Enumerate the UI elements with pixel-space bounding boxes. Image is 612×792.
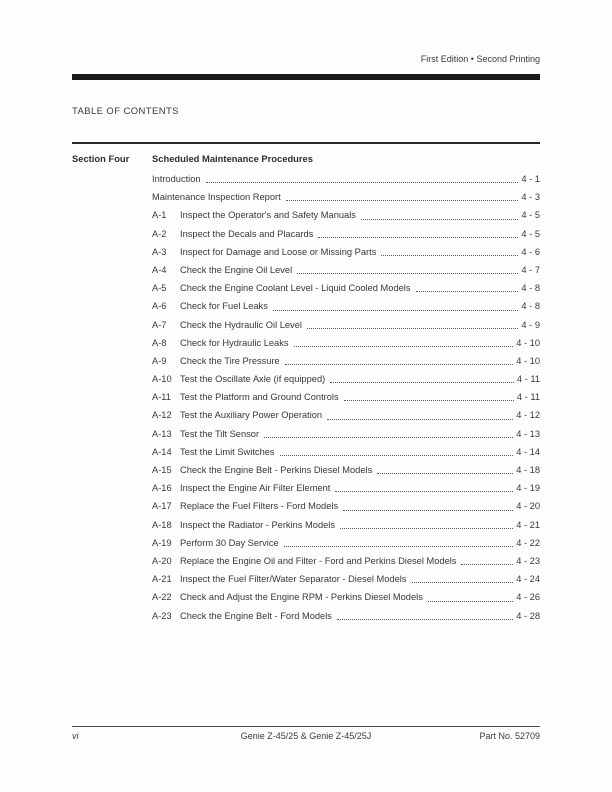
toc-entry-code: A-17	[152, 501, 172, 512]
dot-leader	[337, 607, 513, 625]
dot-leader	[273, 297, 519, 315]
toc-entry	[152, 607, 540, 625]
toc-entry	[152, 497, 540, 515]
toc-entry-code: A-23	[152, 610, 172, 621]
toc-entry-code: A-22	[152, 592, 172, 603]
toc-entry-page: 4 - 8	[521, 301, 540, 312]
toc-entry-title: Check for Fuel Leaks	[180, 301, 268, 312]
header-rule-bar	[72, 74, 540, 80]
toc-entry	[152, 570, 540, 588]
toc-entry-code: A-19	[152, 537, 172, 548]
toc-entry	[152, 206, 540, 224]
toc-entry-code: A-9	[152, 355, 167, 366]
toc-entry-page: 4 - 18	[516, 465, 540, 475]
toc-entry-code: A-8	[152, 337, 167, 348]
toc-entry-page: 4 - 10	[516, 337, 540, 348]
toc-entry-page: 4 - 28	[516, 610, 540, 621]
toc-entry-page: 4 - 21	[516, 519, 540, 530]
toc-entry-title: Check the Engine Belt - Ford Models	[180, 610, 332, 621]
toc-entry-page: 4 - 19	[516, 483, 540, 494]
toc-entry	[152, 279, 540, 297]
toc-entry-page: 4 - 5	[521, 210, 540, 221]
toc-entry	[152, 479, 540, 497]
toc-entry-title: Inspect the Engine Air Filter Element	[180, 483, 331, 494]
toc-entry-code: A-7	[152, 319, 167, 330]
toc-list	[152, 170, 540, 625]
dot-leader	[327, 406, 513, 424]
toc-entry-page: 4 - 11	[516, 392, 540, 403]
toc-entry-code: A-20	[152, 555, 172, 566]
toc-entry-title: Inspect the Operator's and Safety Manuals	[180, 210, 356, 221]
dot-leader	[206, 170, 519, 188]
toc-entry-title: Introduction	[152, 174, 201, 184]
toc-entry-code: A-2	[152, 228, 167, 239]
toc-entry-page: 4 - 3	[521, 192, 540, 203]
toc-entry-title: Test the Oscillate Axle (if equipped)	[180, 374, 326, 385]
toc-entry	[152, 370, 540, 388]
toc-entry	[152, 170, 540, 188]
toc-entry-title: Inspect the Fuel Filter/Water Separator - Diesel Models	[180, 574, 407, 585]
section-title: Scheduled Maintenance Procedures	[152, 153, 313, 164]
toc-entry-page: 4 - 10	[516, 355, 540, 366]
toc-entry-code: A-1	[152, 210, 167, 221]
toc-entry-page: 4 - 6	[521, 246, 540, 257]
toc-entry-code: A-12	[152, 410, 172, 421]
dot-leader	[307, 316, 518, 334]
toc-entry	[152, 188, 540, 206]
toc-entry-code: A-16	[152, 483, 172, 494]
dot-leader	[280, 443, 514, 461]
toc-entry-page: 4 - 20	[516, 501, 540, 512]
section-label: Section Four	[72, 153, 130, 164]
dot-leader	[297, 261, 518, 279]
toc-entry-code: A-3	[152, 246, 167, 257]
toc-entry-code: A-6	[152, 301, 167, 312]
footer-model-name: Genie Z-45/25 & Genie Z-45/25J	[240, 731, 372, 741]
toc-block	[72, 142, 540, 625]
toc-entry-code: A-21	[152, 574, 172, 585]
dot-leader	[344, 388, 514, 406]
toc-entry	[152, 552, 540, 570]
toc-entry	[152, 425, 540, 443]
toc-entry	[152, 261, 540, 279]
toc-entry-title: Inspect the Decals and Placards	[180, 228, 314, 239]
toc-entry-title: Maintenance Inspection Report	[152, 192, 281, 203]
dot-leader	[416, 279, 519, 297]
toc-entry-title: Check the Hydraulic Oil Level	[180, 319, 302, 330]
toc-entry-page: 4 - 14	[516, 446, 540, 457]
dot-leader	[286, 188, 519, 206]
toc-entry	[152, 297, 540, 315]
dot-leader	[318, 225, 518, 243]
toc-entry	[152, 243, 540, 261]
toc-entry-page: 4 - 23	[516, 555, 540, 566]
toc-entry-title: Replace the Fuel Filters - Ford Models	[180, 501, 339, 512]
toc-entry-code: A-13	[152, 428, 172, 439]
toc-entry-title: Test the Tilt Sensor	[180, 428, 260, 439]
toc-entry	[152, 406, 540, 424]
section-heading	[72, 152, 540, 166]
footer	[72, 731, 540, 745]
toc-entry-title: Inspect for Damage and Loose or Missing Parts	[180, 246, 377, 257]
toc-entry-page: 4 - 13	[516, 428, 540, 439]
toc-entry-title: Inspect the Radiator - Perkins Models	[180, 519, 336, 530]
toc-entry-page: 4 - 7	[521, 264, 540, 275]
footer-rule	[72, 726, 540, 727]
toc-entry-code: A-5	[152, 283, 167, 294]
toc-entry	[152, 352, 540, 370]
toc-entry-page: 4 - 8	[521, 283, 540, 294]
toc-entry-title: Check the Tire Pressure	[180, 355, 280, 366]
toc-entry-page: 4 - 12	[516, 410, 540, 421]
toc-entry-page: 4 - 24	[516, 574, 540, 585]
toc-entry-code: A-11	[152, 392, 171, 403]
toc-entry-title: Check the Engine Coolant Level - Liquid Cooled Models	[180, 283, 411, 294]
dot-leader	[461, 552, 513, 570]
toc-entry-page: 4 - 11	[516, 374, 540, 385]
toc-entry	[152, 588, 540, 606]
footer-part-number: Part No. 52709	[479, 731, 540, 741]
page-title: TABLE OF CONTENTS	[72, 106, 179, 117]
toc-entry-page: 4 - 22	[516, 537, 540, 548]
toc-entry-code: A-15	[152, 465, 172, 475]
dot-leader	[381, 243, 518, 261]
dot-leader	[285, 352, 513, 370]
footer-page-number: vi	[72, 731, 79, 741]
toc-entry-code: A-14	[152, 446, 172, 457]
toc-entry-code: A-10	[152, 374, 172, 385]
toc-entry-title: Test the Limit Switches	[180, 446, 275, 457]
edition-header: First Edition • Second Printing	[420, 54, 540, 64]
toc-entry	[152, 534, 540, 552]
dot-leader	[340, 516, 513, 534]
dot-leader	[294, 334, 514, 352]
dot-leader	[428, 588, 513, 606]
toc-entry-title: Check the Engine Belt - Perkins Diesel Models	[180, 465, 373, 475]
toc-entry-title: Check the Engine Oil Level	[180, 264, 293, 275]
toc-entry	[152, 388, 540, 406]
toc-entry	[152, 334, 540, 352]
toc-entry-page: 4 - 1	[521, 174, 540, 184]
toc-entry	[152, 461, 540, 479]
toc-entry-title: Check and Adjust the Engine RPM - Perkins Diesel Models	[180, 592, 423, 603]
dot-leader	[377, 461, 513, 479]
toc-entry-title: Replace the Engine Oil and Filter - Ford and Perkins Diesel Models	[180, 555, 457, 566]
toc-entry	[152, 516, 540, 534]
dot-leader	[343, 497, 513, 515]
toc-entry	[152, 225, 540, 243]
toc-entry-page: 4 - 5	[521, 228, 540, 239]
toc-entry-code: A-18	[152, 519, 172, 530]
toc-entry	[152, 443, 540, 461]
toc-entry-title: Test the Platform and Ground Controls	[180, 392, 339, 403]
dot-leader	[330, 370, 514, 388]
dot-leader	[264, 425, 513, 443]
dot-leader	[412, 570, 514, 588]
toc-entry-title: Check for Hydraulic Leaks	[180, 337, 289, 348]
toc-entry-code: A-4	[152, 264, 167, 275]
toc-entry-title: Test the Auxiliary Power Operation	[180, 410, 323, 421]
toc-entry-title: Perform 30 Day Service	[180, 537, 279, 548]
dot-leader	[361, 206, 518, 224]
dot-leader	[335, 479, 513, 497]
toc-entry	[152, 316, 540, 334]
toc-entry-page: 4 - 26	[516, 592, 540, 603]
toc-entry-page: 4 - 9	[521, 319, 540, 330]
dot-leader	[284, 534, 514, 552]
